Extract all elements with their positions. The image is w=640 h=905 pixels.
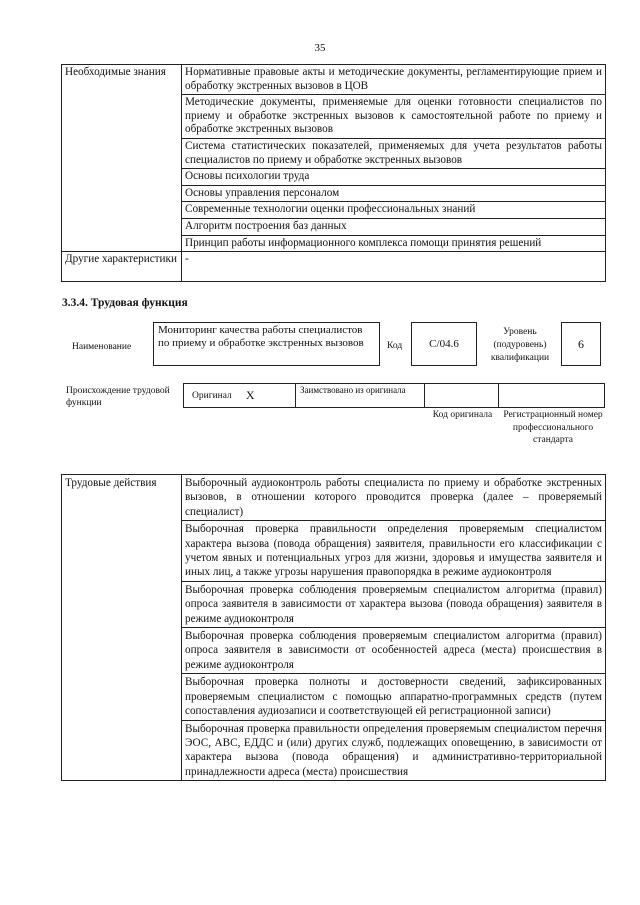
original-mark: X: [245, 388, 255, 402]
qualification-level-value: 6: [561, 322, 601, 366]
knowledge-item: Основы психологии труда: [182, 169, 606, 186]
labor-action-item: Выборочная проверка соблюдения проверяемым специалистом алгоритма (правил) опроса заявителя в зависимости от характера вызова (повода обращения) заявителя в режиме аудиоконтроля: [182, 581, 606, 627]
other-characteristics-value: -: [182, 252, 606, 282]
knowledge-item: Нормативные правовые акты и методические документы, регламентирующие прием и обработку экстренных вызовов в ЦОВ: [182, 65, 606, 95]
origin-label: Происхождение трудовой функции: [66, 386, 170, 408]
original-cell: [183, 383, 296, 408]
labor-action-item: Выборочная проверка соблюдения проверяемым специалистом алгоритма (правил) опроса заявителя в зависимости от особенностей адреса (места) происшествия в режиме аудиоконтроля: [182, 628, 606, 674]
knowledge-item: Основы управления персоналом: [182, 185, 606, 202]
code-value: C/04.6: [411, 322, 477, 366]
knowledge-label: Необходимые знания: [62, 65, 182, 252]
function-name: Мониторинг качества работы специалистов по приему и обработке экстренных вызовов: [153, 322, 380, 366]
original-code-cell: [424, 383, 499, 408]
original-label: Оригинал: [192, 390, 232, 401]
page-number: 35: [314, 42, 326, 54]
knowledge-item: Методические документы, применяемые для оценки готовности специалистов по приему и обработке экстренных вызовов к самостоятельной работе по приему и обработке экстренных вызовов: [182, 95, 606, 139]
qualification-level-label: Уровень (подуровень) квалификации: [490, 327, 550, 363]
original-code-label: Код оригинала: [432, 410, 493, 420]
labor-action-item: Выборочный аудиоконтроль работы специалиста по приему и обработке экстренных вызовов, в отношении которого проводится проверка (далее – проверяемый специалист): [182, 475, 606, 521]
knowledge-item: Принцип работы информационного комплекса помощи принятия решений: [182, 235, 606, 252]
labor-action-item: Выборочная проверка правильности определения проверяемым специалистом перечня ЭОС, АВС, ЕДДС и (или) других служб, подлежащих оповещению, в зависимости от характера вызова (повода обращения) и административно-территориальной принадлежности адреса (места) происшествия: [182, 720, 606, 781]
labor-action-item: Выборочная проверка полноты и достоверности сведений, зафиксированных проверяемым специалистом с помощью аппаратно-программных средств (путем сопоставления аудиозаписи и соответствующей ей регистрационной записи): [182, 674, 606, 720]
knowledge-item: Система статистических показателей, применяемых для учета результатов работы специалистов по приему и обработке экстренных вызовов: [182, 138, 606, 168]
origin-row: [184, 383, 605, 408]
registration-number-label: Регистрационный номер профессионального стандарта: [503, 410, 603, 445]
section-title: 3.3.4. Трудовая функция: [62, 297, 188, 309]
labor-actions-label: Трудовые действия: [62, 475, 182, 781]
code-label: Код: [387, 341, 403, 351]
registration-number-cell: [498, 383, 605, 408]
name-label: Наименование: [72, 342, 132, 352]
knowledge-item: Современные технологии оценки профессиональных знаний: [182, 202, 606, 219]
labor-action-item: Выборочная проверка правильности определения проверяемым специалистом характера вызова (повода обращения) заявителя, правильности его классификации с учетом явных и потенциальных угроз для жизни, здоровья и имущества заявителя и иных лиц, а также угрозы нарушения правопорядка в режиме аудиоконтроля: [182, 521, 606, 582]
labor-actions-table: [61, 474, 606, 781]
knowledge-table: [61, 64, 606, 282]
other-characteristics-label: Другие характеристики: [62, 252, 182, 282]
borrowed-label: Заимствовано из оригинала: [295, 383, 425, 408]
knowledge-item: Алгоритм построения баз данных: [182, 218, 606, 235]
